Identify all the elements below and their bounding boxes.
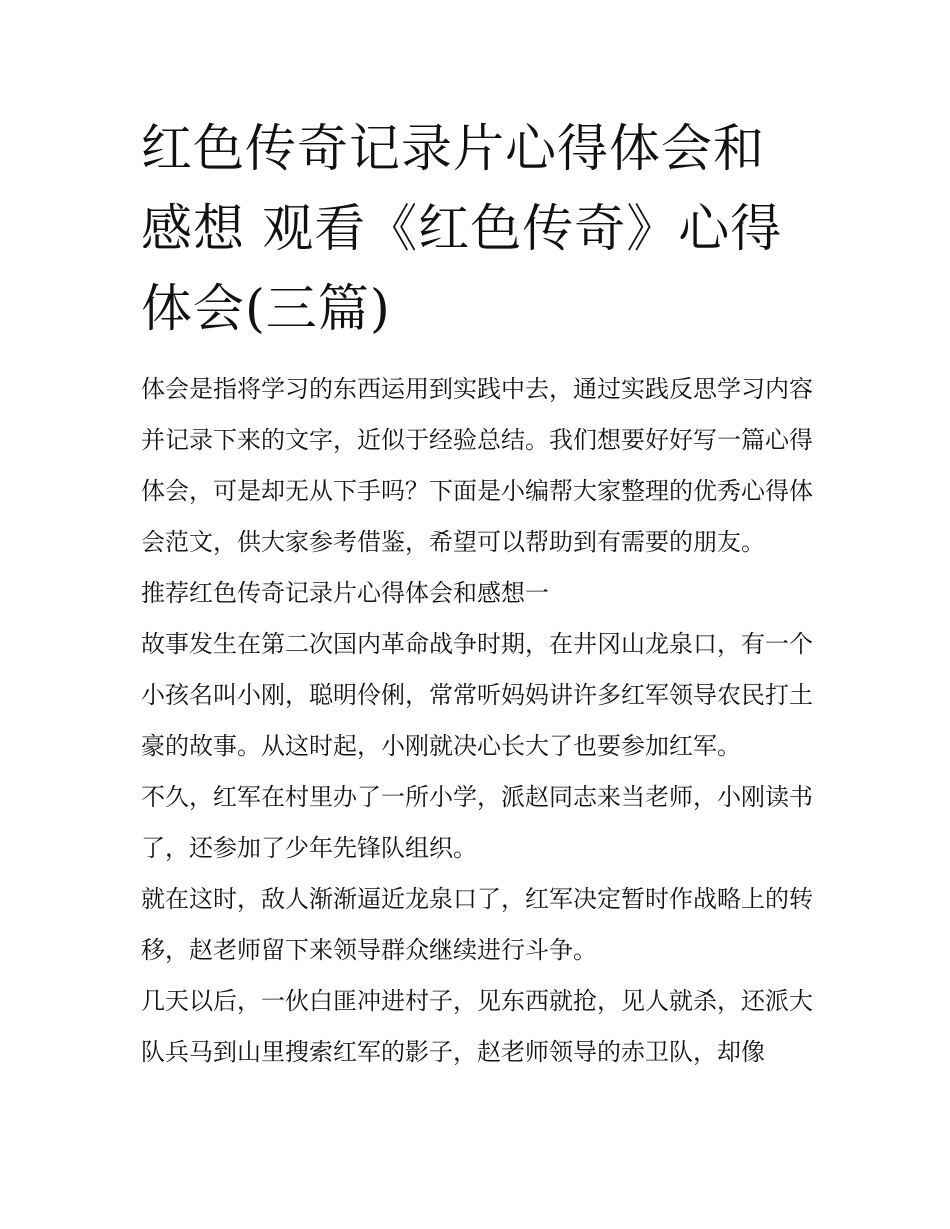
section-heading: 推荐红色传奇记录片心得体会和感想一 [141,579,549,607]
body-paragraph: 就在这时，敌人渐渐逼近龙泉口了，红军决定暂时作战略上的转移，赵老师留下来领导群众继续进行斗争。 [141,885,813,964]
body-paragraph: 几天以后，一伙白匪冲进村子，见东西就抢，见人就杀，还派大队兵马到山里搜索红军的影子，赵老师领导的赤卫队，却像 [141,987,813,1066]
intro-paragraph: 体会是指将学习的东西运用到实践中去，通过实践反思学习内容并记录下来的文字，近似于经验总结。我们想要好好写一篇心得体会，可是却无从下手吗？下面是小编帮大家整理的优秀心得体会范文，供大家参考借鉴，希望可以帮助到有需要的朋友。 [141,375,813,556]
document-body [141,364,813,1078]
document-content [141,110,813,1078]
body-paragraph: 不久，红军在村里办了一所小学，派赵同志来当老师，小刚读书了，还参加了少年先锋队组织。 [141,783,813,862]
body-paragraph: 故事发生在第二次国内革命战争时期，在井冈山龙泉口，有一个小孩名叫小刚，聪明伶俐，常常听妈妈讲许多红军领导农民打土豪的故事。从这时起，小刚就决心长大了也要参加红军。 [141,630,813,760]
document-title: 红色传奇记录片心得体会和感想 观看《红色传奇》心得体会(三篇) [141,120,783,339]
